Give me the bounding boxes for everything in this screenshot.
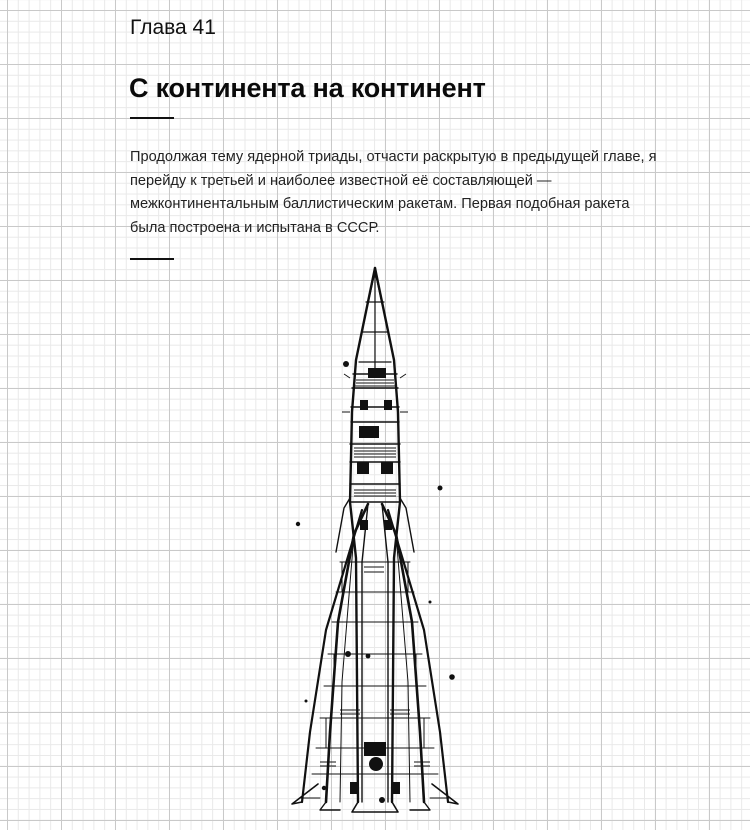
chapter-title: С континента на континент xyxy=(129,73,486,104)
divider-bottom xyxy=(130,258,174,260)
divider-top xyxy=(130,117,174,119)
chapter-number: Глава 41 xyxy=(130,16,216,39)
intro-paragraph: Продолжая тему ядерной триады, отчасти раскрытую в предыдущей главе, я перейду к третьей и наиболее известной её составляющей — межконтинентальным баллистическим ракетам. Первая подобная ракета была построена и испытана в СССР. xyxy=(130,149,657,236)
rocket-illustration xyxy=(280,262,480,822)
